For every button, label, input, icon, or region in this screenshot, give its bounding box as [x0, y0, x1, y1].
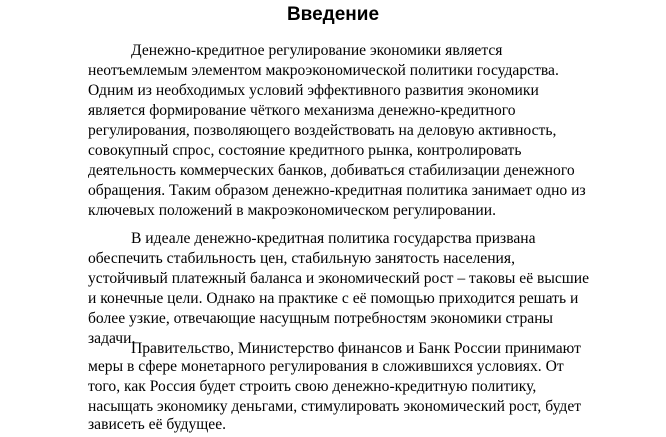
paragraph-1-line-7: деятельность коммерческих банков, добиваться стабилизации денежного [88, 162, 575, 179]
paragraph-1-line-4: является формирование чёткого механизма денежно-кредитного [88, 102, 516, 119]
paragraph-2-line-4: и конечные цели. Однако на практике с её помощью приходится решать и [88, 290, 579, 307]
paragraph-3-line-4: насыщать экономику деньгами, стимулировать экономический рост, будет [88, 398, 582, 415]
paragraph-2-line-5: более узкие, отвечающие насущным потребностям экономики страны [88, 310, 554, 327]
paragraph-3-line-2: меры в сфере монетарного регулирования в сложившихся условиях. От [88, 358, 564, 375]
paragraph-1-line-9: ключевых положений в макроэкономическом регулировании. [88, 202, 496, 219]
paragraph-1-line-1: Денежно-кредитное регулирование экономики является [131, 42, 503, 59]
paragraph-3-line-3: того, как Россия будет строить свою денежно-кредитную политику, [88, 378, 537, 395]
paragraph-3-line-5: зависеть её будущее. [88, 416, 227, 433]
paragraph-3-line-1: Правительство, Министерство финансов и Банк России принимают [131, 340, 581, 357]
paragraph-1-line-3: Одним из необходимых условий эффективного развития экономики [88, 82, 539, 99]
paragraph-1-line-8: обращения. Таким образом денежно-кредитная политика занимает одно из [88, 182, 586, 199]
paragraph-1-line-2: неотъемлемым элементом макроэкономической политики государства. [88, 62, 559, 79]
page-title: Введение [286, 4, 380, 25]
paragraph-2-line-2: обеспечить стабильность цен, стабильную занятость населения, [88, 250, 515, 267]
paragraph-2-line-1: В идеале денежно-кредитная политика государства призвана [131, 230, 536, 247]
paragraph-1-line-6: совокупный спрос, состояние кредитного рынка, контролировать [88, 142, 522, 159]
paragraph-2-line-3: устойчивый платежный баланса и экономический рост – таковы её высшие [88, 270, 590, 287]
paragraph-2-line-6: задачи. [88, 330, 136, 347]
paragraph-1-line-5: регулирования, позволяющего воздействовать на деловую активность, [88, 122, 557, 139]
